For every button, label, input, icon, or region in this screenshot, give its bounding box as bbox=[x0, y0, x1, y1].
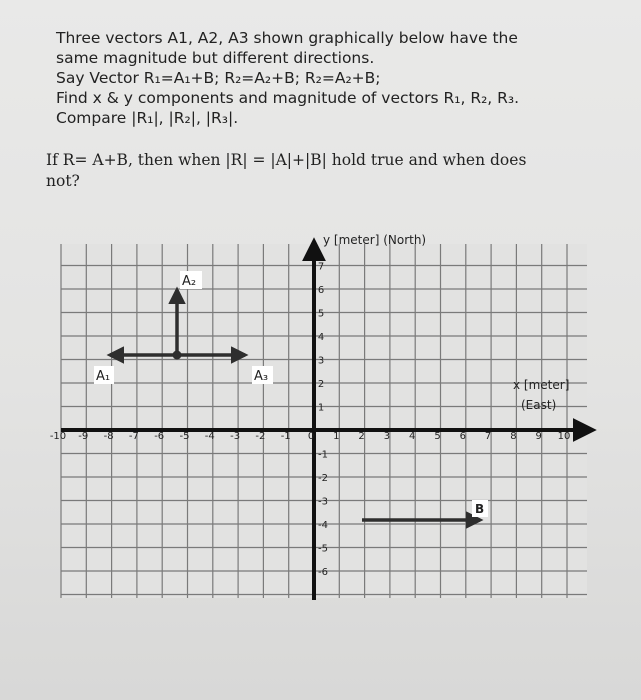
label-b: B bbox=[475, 502, 485, 516]
y-tick-label: -5 bbox=[318, 543, 328, 555]
x-tick-label: -3 bbox=[230, 431, 241, 442]
y-tick-label: 2 bbox=[317, 379, 325, 390]
y-tick-label: -6 bbox=[318, 567, 328, 578]
x-tick-label: -10 bbox=[49, 431, 67, 442]
x-axis-sublabel: (East) bbox=[521, 398, 557, 412]
y-tick-label: -1 bbox=[318, 449, 328, 461]
x-axis-label: x [meter] bbox=[513, 378, 570, 392]
x-tick-label: -4 bbox=[204, 431, 215, 442]
x-tick-label: 8 bbox=[510, 431, 517, 442]
y-tick-label: 6 bbox=[317, 285, 325, 296]
x-tick-label: -8 bbox=[103, 431, 114, 442]
x-tick-label: 3 bbox=[383, 431, 391, 442]
label-a1: A₁ bbox=[96, 369, 111, 384]
x-tick-label: 0 bbox=[307, 431, 315, 442]
question-2-line-1: If R= A+B, then when |R| = |A|+|B| hold true and when does bbox=[46, 151, 527, 169]
y-tick-label: 7 bbox=[317, 261, 325, 273]
y-axis-label: y [meter] (North) bbox=[323, 233, 427, 247]
y-tick-label: -4 bbox=[318, 520, 328, 531]
x-tick-label: -6 bbox=[154, 431, 165, 442]
x-tick-label: 1 bbox=[333, 431, 340, 442]
x-tick-label: -5 bbox=[179, 431, 190, 442]
x-tick-label: -7 bbox=[128, 431, 139, 442]
y-tick-label: -3 bbox=[318, 496, 328, 508]
x-tick-label: 7 bbox=[484, 431, 492, 442]
vector-origin-dot bbox=[173, 351, 182, 360]
question-line-4: Find x & y components and magnitude of vectors R₁, R₂, R₃. bbox=[56, 89, 520, 107]
x-tick-label: 2 bbox=[358, 431, 365, 442]
question-line-1: Three vectors A1, A2, A3 shown graphically below have the bbox=[56, 29, 518, 47]
y-tick-label: 1 bbox=[317, 402, 325, 414]
x-tick-label: 5 bbox=[434, 431, 441, 442]
y-tick-label: 3 bbox=[317, 355, 325, 367]
x-tick-label: 6 bbox=[459, 431, 466, 442]
y-tick-label: -2 bbox=[318, 473, 328, 484]
question-line-2: same magnitude but different directions. bbox=[56, 49, 375, 67]
question-line-5: Compare |R₁|, |R₂|, |R₃|. bbox=[56, 109, 239, 127]
label-a2: A₂ bbox=[182, 274, 197, 289]
question-2-line-2: not? bbox=[46, 172, 80, 190]
x-tick-label: -1 bbox=[280, 431, 291, 442]
x-tick-label: -2 bbox=[255, 431, 266, 442]
x-tick-label: 10 bbox=[557, 431, 571, 442]
label-a3: A₃ bbox=[254, 369, 269, 384]
question-line-3: Say Vector R₁=A₁+B; R₂=A₂+B; R₂=A₂+B; bbox=[56, 69, 381, 87]
y-tick-label: 5 bbox=[317, 308, 325, 320]
x-tick-label: 4 bbox=[409, 431, 416, 442]
y-tick-label: 4 bbox=[317, 332, 325, 343]
x-tick-label: -9 bbox=[78, 431, 89, 442]
x-tick-label: 9 bbox=[535, 431, 542, 442]
